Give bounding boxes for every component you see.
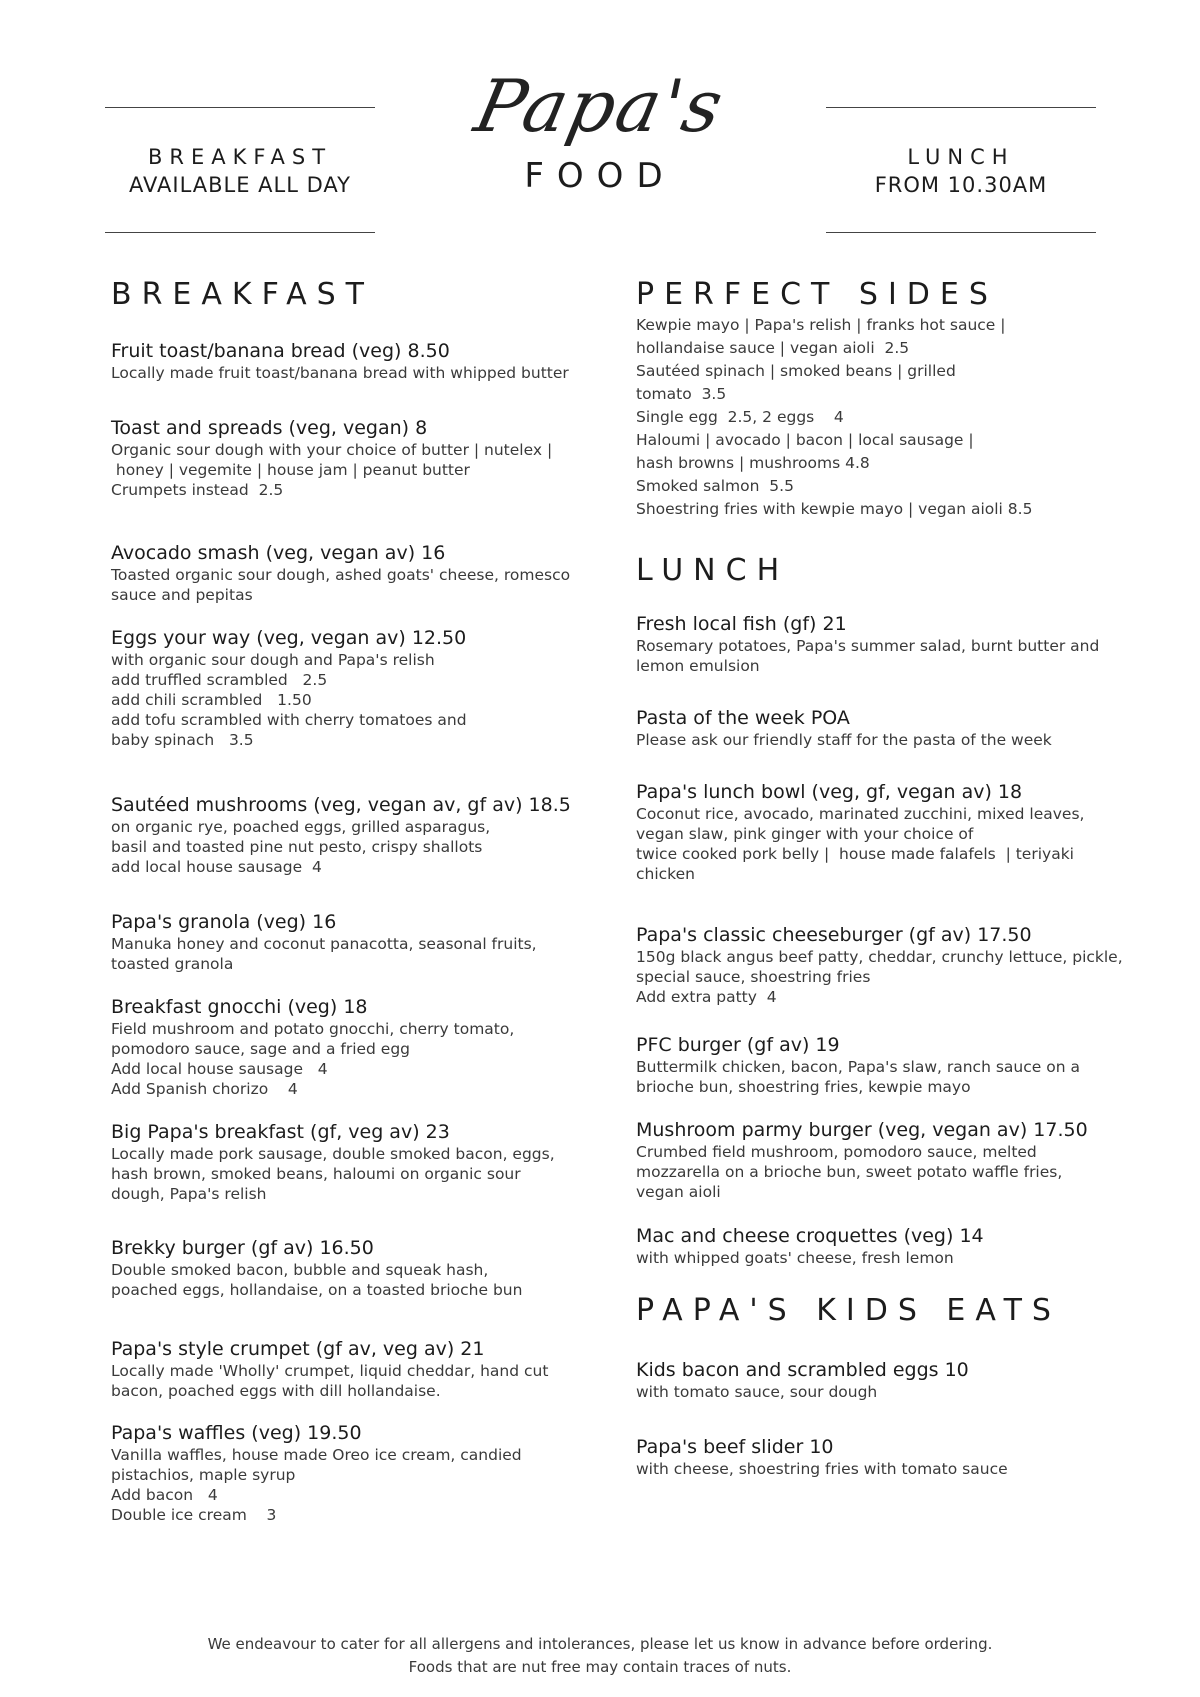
menu-item-description: Vanilla waffles, house made Oreo ice cream, candied: [111, 1446, 522, 1464]
menu-item-description: on organic rye, poached eggs, grilled asparagus,: [111, 818, 491, 836]
menu-item-description: twice cooked pork belly | house made falafels | teriyaki: [636, 845, 1074, 863]
menu-item-name: Papa's beef slider 10: [636, 1436, 834, 1458]
menu-item: [111, 1337, 611, 1401]
menu-item-name: Mac and cheese croquettes (veg) 14: [636, 1225, 984, 1247]
menu-item-description: mozzarella on a brioche bun, sweet potato waffle fries,: [636, 1163, 1063, 1181]
side-line: hollandaise sauce | vegan aioli 2.5: [636, 339, 910, 357]
divider: [826, 232, 1096, 233]
menu-item-name: Eggs your way (veg, vegan av) 12.50: [111, 627, 467, 649]
menu-item-description: honey | vegemite | house jam | peanut butter: [111, 461, 470, 479]
menu-item-description: Please ask our friendly staff for the pasta of the week: [636, 731, 1052, 749]
menu-item-description: Locally made pork sausage, double smoked bacon, eggs,: [111, 1145, 555, 1163]
menu-item-name: Sautéed mushrooms (veg, vegan av, gf av) 18.5: [111, 794, 571, 816]
footer-nut-note: Foods that are nut free may contain traces of nuts.: [408, 1658, 792, 1676]
menu-item-name: Fruit toast/banana bread (veg) 8.50: [111, 340, 450, 362]
sides-list: [636, 314, 1156, 521]
menu-item-description: Manuka honey and coconut panacotta, seasonal fruits,: [111, 935, 537, 953]
menu-item-name: PFC burger (gf av) 19: [636, 1034, 840, 1056]
breakfast-hours: [105, 145, 375, 197]
menu-item-description: basil and toasted pine nut pesto, crispy shallots: [111, 838, 483, 856]
side-line: Kewpie mayo | Papa's relish | franks hot sauce |: [636, 316, 1006, 334]
footer-allergen-note: We endeavour to cater for all allergens and intolerances, please let us know in advance before ordering.: [207, 1635, 993, 1653]
menu-item-description: Locally made fruit toast/banana bread with whipped butter: [111, 364, 569, 382]
divider: [105, 232, 375, 233]
side-line: hash browns | mushrooms 4.8: [636, 454, 870, 472]
menu-item: [636, 1118, 1136, 1202]
menu-item-description: vegan aioli: [636, 1183, 721, 1201]
menu-item: [636, 923, 1136, 1007]
menu-item-description: Add local house sausage 4: [111, 1060, 328, 1078]
logo-script: Papa's: [468, 64, 732, 148]
menu-item-description: lemon emulsion: [636, 657, 760, 675]
menu-item: [111, 1421, 611, 1525]
menu-item-description: with cheese, shoestring fries with tomato sauce: [636, 1460, 1008, 1478]
menu-item-description: brioche bun, shoestring fries, kewpie mayo: [636, 1078, 971, 1096]
menu-item-description: 150g black angus beef patty, cheddar, crunchy lettuce, pickle,: [636, 948, 1123, 966]
menu-item-description: dough, Papa's relish: [111, 1185, 267, 1203]
section-title-sides: PERFECT SIDES: [636, 277, 998, 312]
menu-item-description: poached eggs, hollandaise, on a toasted brioche bun: [111, 1281, 523, 1299]
logo: [430, 64, 770, 196]
menu-item-name: Big Papa's breakfast (gf, veg av) 23: [111, 1121, 450, 1143]
menu-item-name: Papa's style crumpet (gf av, veg av) 21: [111, 1338, 485, 1360]
menu-item-description: Coconut rice, avocado, marinated zucchini, mixed leaves,: [636, 805, 1085, 823]
menu-item-description: Double smoked bacon, bubble and squeak hash,: [111, 1261, 489, 1279]
menu-item-description: baby spinach 3.5: [111, 731, 254, 749]
logo-subtitle: FOOD: [524, 156, 676, 196]
menu-item: [636, 1033, 1136, 1097]
menu-item: [111, 1120, 611, 1204]
menu-item-description: add chili scrambled 1.50: [111, 691, 312, 709]
menu-item-name: Toast and spreads (veg, vegan) 8: [111, 417, 428, 439]
menu-item-description: chicken: [636, 865, 695, 883]
side-line: tomato 3.5: [636, 385, 727, 403]
menu-item-description: hash brown, smoked beans, haloumi on organic sour: [111, 1165, 521, 1183]
menu-item-description: Toasted organic sour dough, ashed goats' cheese, romesco: [111, 566, 571, 584]
menu-item-description: Field mushroom and potato gnocchi, cherry tomato,: [111, 1020, 515, 1038]
lunch-hours: [826, 145, 1096, 197]
menu-item-description: with whipped goats' cheese, fresh lemon: [636, 1249, 954, 1267]
section-title-lunch: LUNCH: [636, 553, 790, 588]
menu-item-description: Locally made 'Wholly' crumpet, liquid cheddar, hand cut: [111, 1362, 549, 1380]
menu-item-description: add tofu scrambled with cherry tomatoes and: [111, 711, 467, 729]
menu-item: [636, 780, 1136, 884]
menu-item: [111, 339, 611, 383]
menu-item-description: with organic sour dough and Papa's relish: [111, 651, 435, 669]
menu-item-name: Pasta of the week POA: [636, 707, 850, 729]
section-title-breakfast: BREAKFAST: [111, 277, 374, 312]
divider: [105, 107, 375, 108]
menu-item: [636, 1224, 1136, 1268]
side-line: Shoestring fries with kewpie mayo | vegan aioli 8.5: [636, 500, 1033, 518]
menu-item: [111, 541, 611, 605]
menu-item-description: Double ice cream 3: [111, 1506, 277, 1524]
menu-item: [111, 626, 611, 750]
menu-item: [636, 1358, 1136, 1402]
menu-item: [636, 1435, 1136, 1479]
menu-item-name: Mushroom parmy burger (veg, vegan av) 17.50: [636, 1119, 1088, 1141]
lunch-hours-title: LUNCH: [907, 145, 1015, 169]
section-title-kids: PAPA'S KIDS EATS: [636, 1293, 1061, 1328]
breakfast-hours-title: BREAKFAST: [147, 145, 333, 169]
menu-item-description: Rosemary potatoes, Papa's summer salad, burnt butter and: [636, 637, 1100, 655]
menu-item-description: sauce and pepitas: [111, 586, 253, 604]
menu-item-name: Brekky burger (gf av) 16.50: [111, 1237, 374, 1259]
menu-item-description: toasted granola: [111, 955, 234, 973]
menu-item: [111, 910, 611, 974]
menu-item-description: Organic sour dough with your choice of butter | nutelex |: [111, 441, 553, 459]
side-line: Smoked salmon 5.5: [636, 477, 794, 495]
menu-item-description: special sauce, shoestring fries: [636, 968, 871, 986]
menu-item-description: add truffled scrambled 2.5: [111, 671, 328, 689]
menu-item-description: Add extra patty 4: [636, 988, 777, 1006]
menu-item-description: with tomato sauce, sour dough: [636, 1383, 878, 1401]
menu-item-description: pomodoro sauce, sage and a fried egg: [111, 1040, 411, 1058]
breakfast-hours-detail: AVAILABLE ALL DAY: [128, 173, 351, 197]
menu-item-name: Fresh local fish (gf) 21: [636, 613, 847, 635]
menu-item-description: Crumbed field mushroom, pomodoro sauce, melted: [636, 1143, 1037, 1161]
lunch-hours-detail: FROM 10.30AM: [874, 173, 1048, 197]
menu-item-description: bacon, poached eggs with dill hollandaise.: [111, 1382, 441, 1400]
menu-item: [636, 612, 1136, 676]
menu-item-description: Buttermilk chicken, bacon, Papa's slaw, ranch sauce on a: [636, 1058, 1080, 1076]
side-line: Single egg 2.5, 2 eggs 4: [636, 408, 844, 426]
menu-item-name: Papa's lunch bowl (veg, gf, vegan av) 18: [636, 781, 1023, 803]
menu-item-description: pistachios, maple syrup: [111, 1466, 296, 1484]
menu-item-description: Add Spanish chorizo 4: [111, 1080, 298, 1098]
menu-item: [636, 706, 1136, 750]
side-line: Haloumi | avocado | bacon | local sausage |: [636, 431, 974, 449]
side-line: Sautéed spinach | smoked beans | grilled: [636, 362, 956, 380]
menu-item: [111, 1236, 611, 1300]
menu-item-description: Crumpets instead 2.5: [111, 481, 284, 499]
divider: [826, 107, 1096, 108]
menu-item: [111, 416, 611, 500]
menu-item-name: Kids bacon and scrambled eggs 10: [636, 1359, 969, 1381]
menu-item-name: Breakfast gnocchi (veg) 18: [111, 996, 368, 1018]
menu-item-description: Add bacon 4: [111, 1486, 218, 1504]
menu-item-description: add local house sausage 4: [111, 858, 322, 876]
menu-item: [111, 995, 611, 1099]
menu-item: [111, 793, 611, 877]
menu-item-name: Avocado smash (veg, vegan av) 16: [111, 542, 446, 564]
menu-item-name: Papa's granola (veg) 16: [111, 911, 337, 933]
menu-item-name: Papa's classic cheeseburger (gf av) 17.50: [636, 924, 1032, 946]
menu-item-description: vegan slaw, pink ginger with your choice of: [636, 825, 974, 843]
menu-item-name: Papa's waffles (veg) 19.50: [111, 1422, 362, 1444]
